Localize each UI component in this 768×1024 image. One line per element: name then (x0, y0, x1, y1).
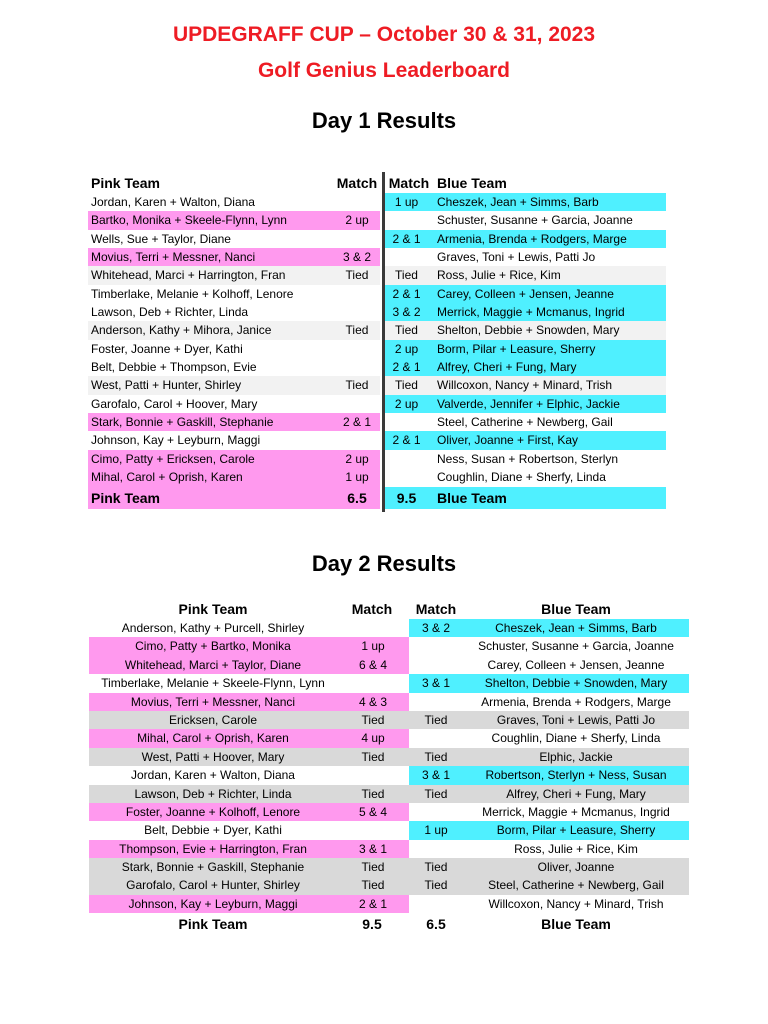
pink-match-result (332, 285, 382, 303)
blue-pair-name: Shelton, Debbie + Snowden, Mary (463, 674, 689, 692)
table-row (88, 413, 668, 431)
pink-pair-name: Cimo, Patty + Bartko, Monika (89, 637, 337, 655)
pink-pair-name: Belt, Debbie + Thompson, Evie (91, 360, 257, 375)
blue-pair-name: Carey, Colleen + Jensen, Jeanne (428, 285, 666, 303)
table-row (89, 674, 689, 692)
blue-pair-name: Alfrey, Cheri + Fung, Mary (428, 358, 666, 376)
pink-pair-name: Anderson, Kathy + Mihora, Janice (88, 321, 380, 339)
pink-match-result: 2 & 1 (337, 895, 409, 913)
day1-results-table (88, 173, 668, 509)
blue-match-result: Tied (409, 748, 463, 766)
blue-pair-name: Cheszek, Jean + Simms, Barb (463, 619, 689, 637)
blue-match-result: 2 & 1 (385, 285, 428, 303)
table-row (88, 395, 668, 413)
day1-total-row (88, 487, 668, 509)
blue-match-result: 2 & 1 (385, 358, 428, 376)
table-row (88, 468, 668, 486)
blue-pair-name: Ross, Julie + Rice, Kim (428, 266, 666, 284)
pink-pair-name: Ericksen, Carole (89, 711, 337, 729)
blue-match-result: 1 up (385, 193, 428, 211)
blue-match-result (409, 637, 463, 655)
pink-pair-name: Timberlake, Melanie + Skeele-Flynn, Lynn (101, 676, 325, 691)
pink-pair-name: Jordan, Karen + Walton, Diana (131, 768, 295, 783)
pink-match-result (332, 303, 382, 321)
blue-match-result (409, 693, 463, 711)
pink-match-result: Tied (345, 268, 369, 283)
blue-pair-name: Schuster, Susanne + Garcia, Joanne (437, 213, 633, 228)
table-row (88, 321, 668, 339)
team-divider-line (382, 172, 385, 512)
pink-match-result (332, 230, 382, 248)
pink-pair-name: Foster, Joanne + Dyer, Kathi (91, 341, 243, 356)
day2-header-row (89, 599, 689, 619)
table-row (89, 803, 689, 821)
pink-match-result: Tied (345, 323, 369, 338)
blue-pair-name: Merrick, Maggie + Mcmanus, Ingrid (428, 303, 666, 321)
pink-match-result: 2 up (345, 451, 369, 466)
pink-match-result: Tied (337, 748, 409, 766)
blue-pair-name: Borm, Pilar + Leasure, Sherry (463, 821, 689, 839)
blue-match-result: Tied (409, 858, 463, 876)
blue-match-result: 3 & 1 (409, 766, 463, 784)
blue-match-result: Tied (409, 711, 463, 729)
pink-pair-name: Timberlake, Melanie + Kolhoff, Lenore (91, 286, 294, 301)
pink-match-result (332, 340, 382, 358)
blue-pair-name: Graves, Toni + Lewis, Patti Jo (437, 250, 596, 265)
blue-match-result: 3 & 1 (409, 674, 463, 692)
blue-match-result: 2 & 1 (385, 230, 428, 248)
blue-pair-name: Valverde, Jennifer + Elphic, Jackie (428, 395, 666, 413)
pink-match-result (332, 431, 382, 449)
pink-pair-name: West, Patti + Hoover, Mary (89, 748, 337, 766)
blue-match-result: 3 & 2 (385, 303, 428, 321)
table-row (89, 840, 689, 858)
blue-total-score: 9.5 (385, 487, 428, 509)
pink-match-result: 6 & 4 (337, 656, 409, 674)
pink-pair-name: Stark, Bonnie + Gaskill, Stephanie (89, 858, 337, 876)
blue-match-header: Match (388, 175, 430, 191)
pink-match-result (337, 821, 409, 839)
blue-match-result: 1 up (409, 821, 463, 839)
blue-pair-name: Steel, Catherine + Newberg, Gail (463, 876, 689, 894)
table-row (89, 785, 689, 803)
pink-match-result: Tied (337, 785, 409, 803)
blue-pair-name: Ross, Julie + Rice, Kim (514, 841, 638, 856)
table-row (88, 211, 668, 229)
blue-pair-name: Steel, Catherine + Newberg, Gail (437, 415, 613, 430)
blue-pair-name: Coughlin, Diane + Sherfy, Linda (437, 470, 606, 485)
table-row (88, 376, 668, 394)
pink-pair-name: Anderson, Kathy + Purcell, Shirley (121, 621, 305, 635)
pink-pair-name: Lawson, Deb + Richter, Linda (91, 305, 249, 320)
blue-match-result: 3 & 2 (409, 619, 463, 637)
blue-match-result: 2 up (385, 395, 428, 413)
page-title: UPDEGRAFF CUP – October 30 & 31, 2023 (172, 23, 596, 46)
pink-pair-name: Wells, Sue + Taylor, Diane (91, 231, 231, 246)
table-row (88, 340, 668, 358)
pink-pair-name: Mihal, Carol + Oprish, Karen (89, 729, 337, 747)
blue-team-header: Blue Team (541, 601, 611, 617)
pink-pair-name: Cimo, Patty + Ericksen, Carole (88, 450, 380, 468)
blue-pair-name: Elphic, Jackie (463, 748, 689, 766)
pink-pair-name: Bartko, Monika + Skeele-Flynn, Lynn (88, 211, 380, 229)
day2-rows (89, 619, 689, 913)
blue-pair-name: Willcoxon, Nancy + Minard, Trish (428, 376, 666, 394)
blue-pair-name: Shelton, Debbie + Snowden, Mary (428, 321, 666, 339)
pink-match-result: 1 up (345, 470, 369, 485)
pink-match-result: 4 & 3 (337, 693, 409, 711)
blue-total-label: Blue Team (428, 487, 666, 509)
pink-total-label: Pink Team (88, 487, 380, 509)
blue-pair-name: Oliver, Joanne + First, Kay (428, 431, 666, 449)
pink-match-result: 5 & 4 (337, 803, 409, 821)
day1-heading: Day 1 Results (311, 108, 457, 133)
table-row (89, 748, 689, 766)
pink-total-score: 9.5 (362, 916, 382, 933)
pink-pair-name: Jordan, Karen + Walton, Diana (91, 195, 255, 209)
blue-pair-name: Coughlin, Diane + Sherfy, Linda (491, 731, 661, 746)
pink-match-result (332, 358, 382, 376)
blue-match-result (409, 895, 463, 913)
page-subtitle: Golf Genius Leaderboard (257, 59, 511, 82)
blue-match-result: Tied (409, 876, 463, 894)
pink-pair-name: Movius, Terri + Messner, Nanci (89, 693, 337, 711)
pink-total-label: Pink Team (178, 916, 248, 933)
table-row (89, 729, 689, 747)
table-row (88, 450, 668, 468)
blue-match-result (385, 450, 428, 468)
pink-match-result: 4 up (337, 729, 409, 747)
pink-pair-name: Whitehead, Marci + Harrington, Fran (88, 266, 380, 284)
pink-team-header: Pink Team (178, 601, 248, 617)
day2-total-row (89, 913, 689, 935)
pink-match-result: 2 & 1 (342, 415, 372, 430)
blue-match-result (409, 656, 463, 674)
table-row (89, 637, 689, 655)
blue-total-label: Blue Team (541, 916, 611, 933)
blue-pair-name: Merrick, Maggie + Mcmanus, Ingrid (482, 804, 670, 819)
blue-pair-name: Schuster, Susanne + Garcia, Joanne (478, 639, 674, 654)
pink-pair-name: Stark, Bonnie + Gaskill, Stephanie (88, 413, 380, 431)
blue-match-result (385, 211, 428, 229)
table-row (88, 230, 668, 248)
pink-pair-name: Foster, Joanne + Kolhoff, Lenore (89, 803, 337, 821)
pink-match-result (337, 766, 409, 784)
day2-heading: Day 2 Results (311, 551, 457, 576)
day1-header-row (88, 173, 668, 193)
blue-pair-name: Ness, Susan + Robertson, Sterlyn (437, 451, 619, 466)
blue-pair-name: Borm, Pilar + Leasure, Sherry (428, 340, 666, 358)
table-row (88, 431, 668, 449)
table-row (89, 766, 689, 784)
day2-results-table (89, 599, 689, 935)
pink-match-result: Tied (337, 858, 409, 876)
pink-pair-name: Johnson, Kay + Leyburn, Maggi (89, 895, 337, 913)
blue-pair-name: Graves, Toni + Lewis, Patti Jo (463, 711, 689, 729)
pink-pair-name: Mihal, Carol + Oprish, Karen (88, 468, 380, 486)
blue-match-result (409, 840, 463, 858)
blue-match-result: Tied (385, 266, 428, 284)
table-row (88, 193, 668, 211)
pink-match-result: Tied (345, 378, 369, 393)
blue-match-result (385, 468, 428, 486)
pink-match-result: Tied (337, 876, 409, 894)
blue-pair-name: Oliver, Joanne (463, 858, 689, 876)
blue-match-result: Tied (385, 321, 428, 339)
day1-rows (88, 193, 668, 487)
pink-pair-name: Belt, Debbie + Dyer, Kathi (144, 823, 282, 838)
table-row (89, 619, 689, 637)
pink-match-result: 1 up (337, 637, 409, 655)
pink-pair-name: Movius, Terri + Messner, Nanci (88, 248, 380, 266)
pink-pair-name: Garofalo, Carol + Hunter, Shirley (89, 876, 337, 894)
blue-match-result (409, 803, 463, 821)
blue-match-result (385, 413, 428, 431)
pink-match-result (337, 674, 409, 692)
table-row (88, 358, 668, 376)
blue-pair-name: Carey, Colleen + Jensen, Jeanne (487, 657, 665, 672)
blue-match-result (409, 729, 463, 747)
pink-total-score: 6.5 (347, 489, 367, 506)
table-row (89, 711, 689, 729)
pink-pair-name: Whitehead, Marci + Taylor, Diane (89, 656, 337, 674)
table-row (89, 858, 689, 876)
pink-match-result: Tied (337, 711, 409, 729)
blue-match-result: 2 & 1 (385, 431, 428, 449)
blue-match-result: Tied (409, 785, 463, 803)
table-row (88, 248, 668, 266)
pink-pair-name: Thompson, Evie + Harrington, Fran (89, 840, 337, 858)
pink-match-result: 3 & 1 (337, 840, 409, 858)
blue-match-result: Tied (385, 376, 428, 394)
pink-match-header: Match (336, 175, 378, 191)
blue-team-header: Blue Team (437, 175, 507, 191)
pink-match-result: 3 & 2 (342, 250, 372, 265)
table-row (88, 303, 668, 321)
blue-pair-name: Armenia, Brenda + Rodgers, Marge (428, 230, 666, 248)
pink-team-header: Pink Team (91, 175, 160, 191)
table-row (88, 266, 668, 284)
blue-match-result (385, 248, 428, 266)
table-row (89, 821, 689, 839)
blue-match-result: 2 up (385, 340, 428, 358)
blue-pair-name: Armenia, Brenda + Rodgers, Marge (481, 694, 671, 709)
blue-pair-name: Alfrey, Cheri + Fung, Mary (463, 785, 689, 803)
blue-pair-name: Cheszek, Jean + Simms, Barb (428, 193, 666, 211)
pink-match-result (332, 395, 382, 413)
pink-pair-name: Johnson, Kay + Leyburn, Maggi (91, 433, 261, 448)
blue-pair-name: Willcoxon, Nancy + Minard, Trish (488, 896, 664, 911)
blue-total-score: 6.5 (426, 916, 446, 933)
pink-pair-name: Garofalo, Carol + Hoover, Mary (91, 396, 258, 411)
table-row (89, 876, 689, 894)
pink-match-result (337, 619, 409, 637)
pink-match-result: 2 up (345, 213, 369, 228)
table-row (89, 656, 689, 674)
pink-pair-name: West, Patti + Hunter, Shirley (88, 376, 380, 394)
pink-match-result (332, 193, 382, 211)
blue-match-header: Match (415, 601, 457, 617)
table-row (89, 895, 689, 913)
pink-pair-name: Lawson, Deb + Richter, Linda (89, 785, 337, 803)
blue-pair-name: Robertson, Sterlyn + Ness, Susan (463, 766, 689, 784)
table-row (89, 693, 689, 711)
pink-match-header: Match (351, 601, 393, 617)
table-row (88, 285, 668, 303)
